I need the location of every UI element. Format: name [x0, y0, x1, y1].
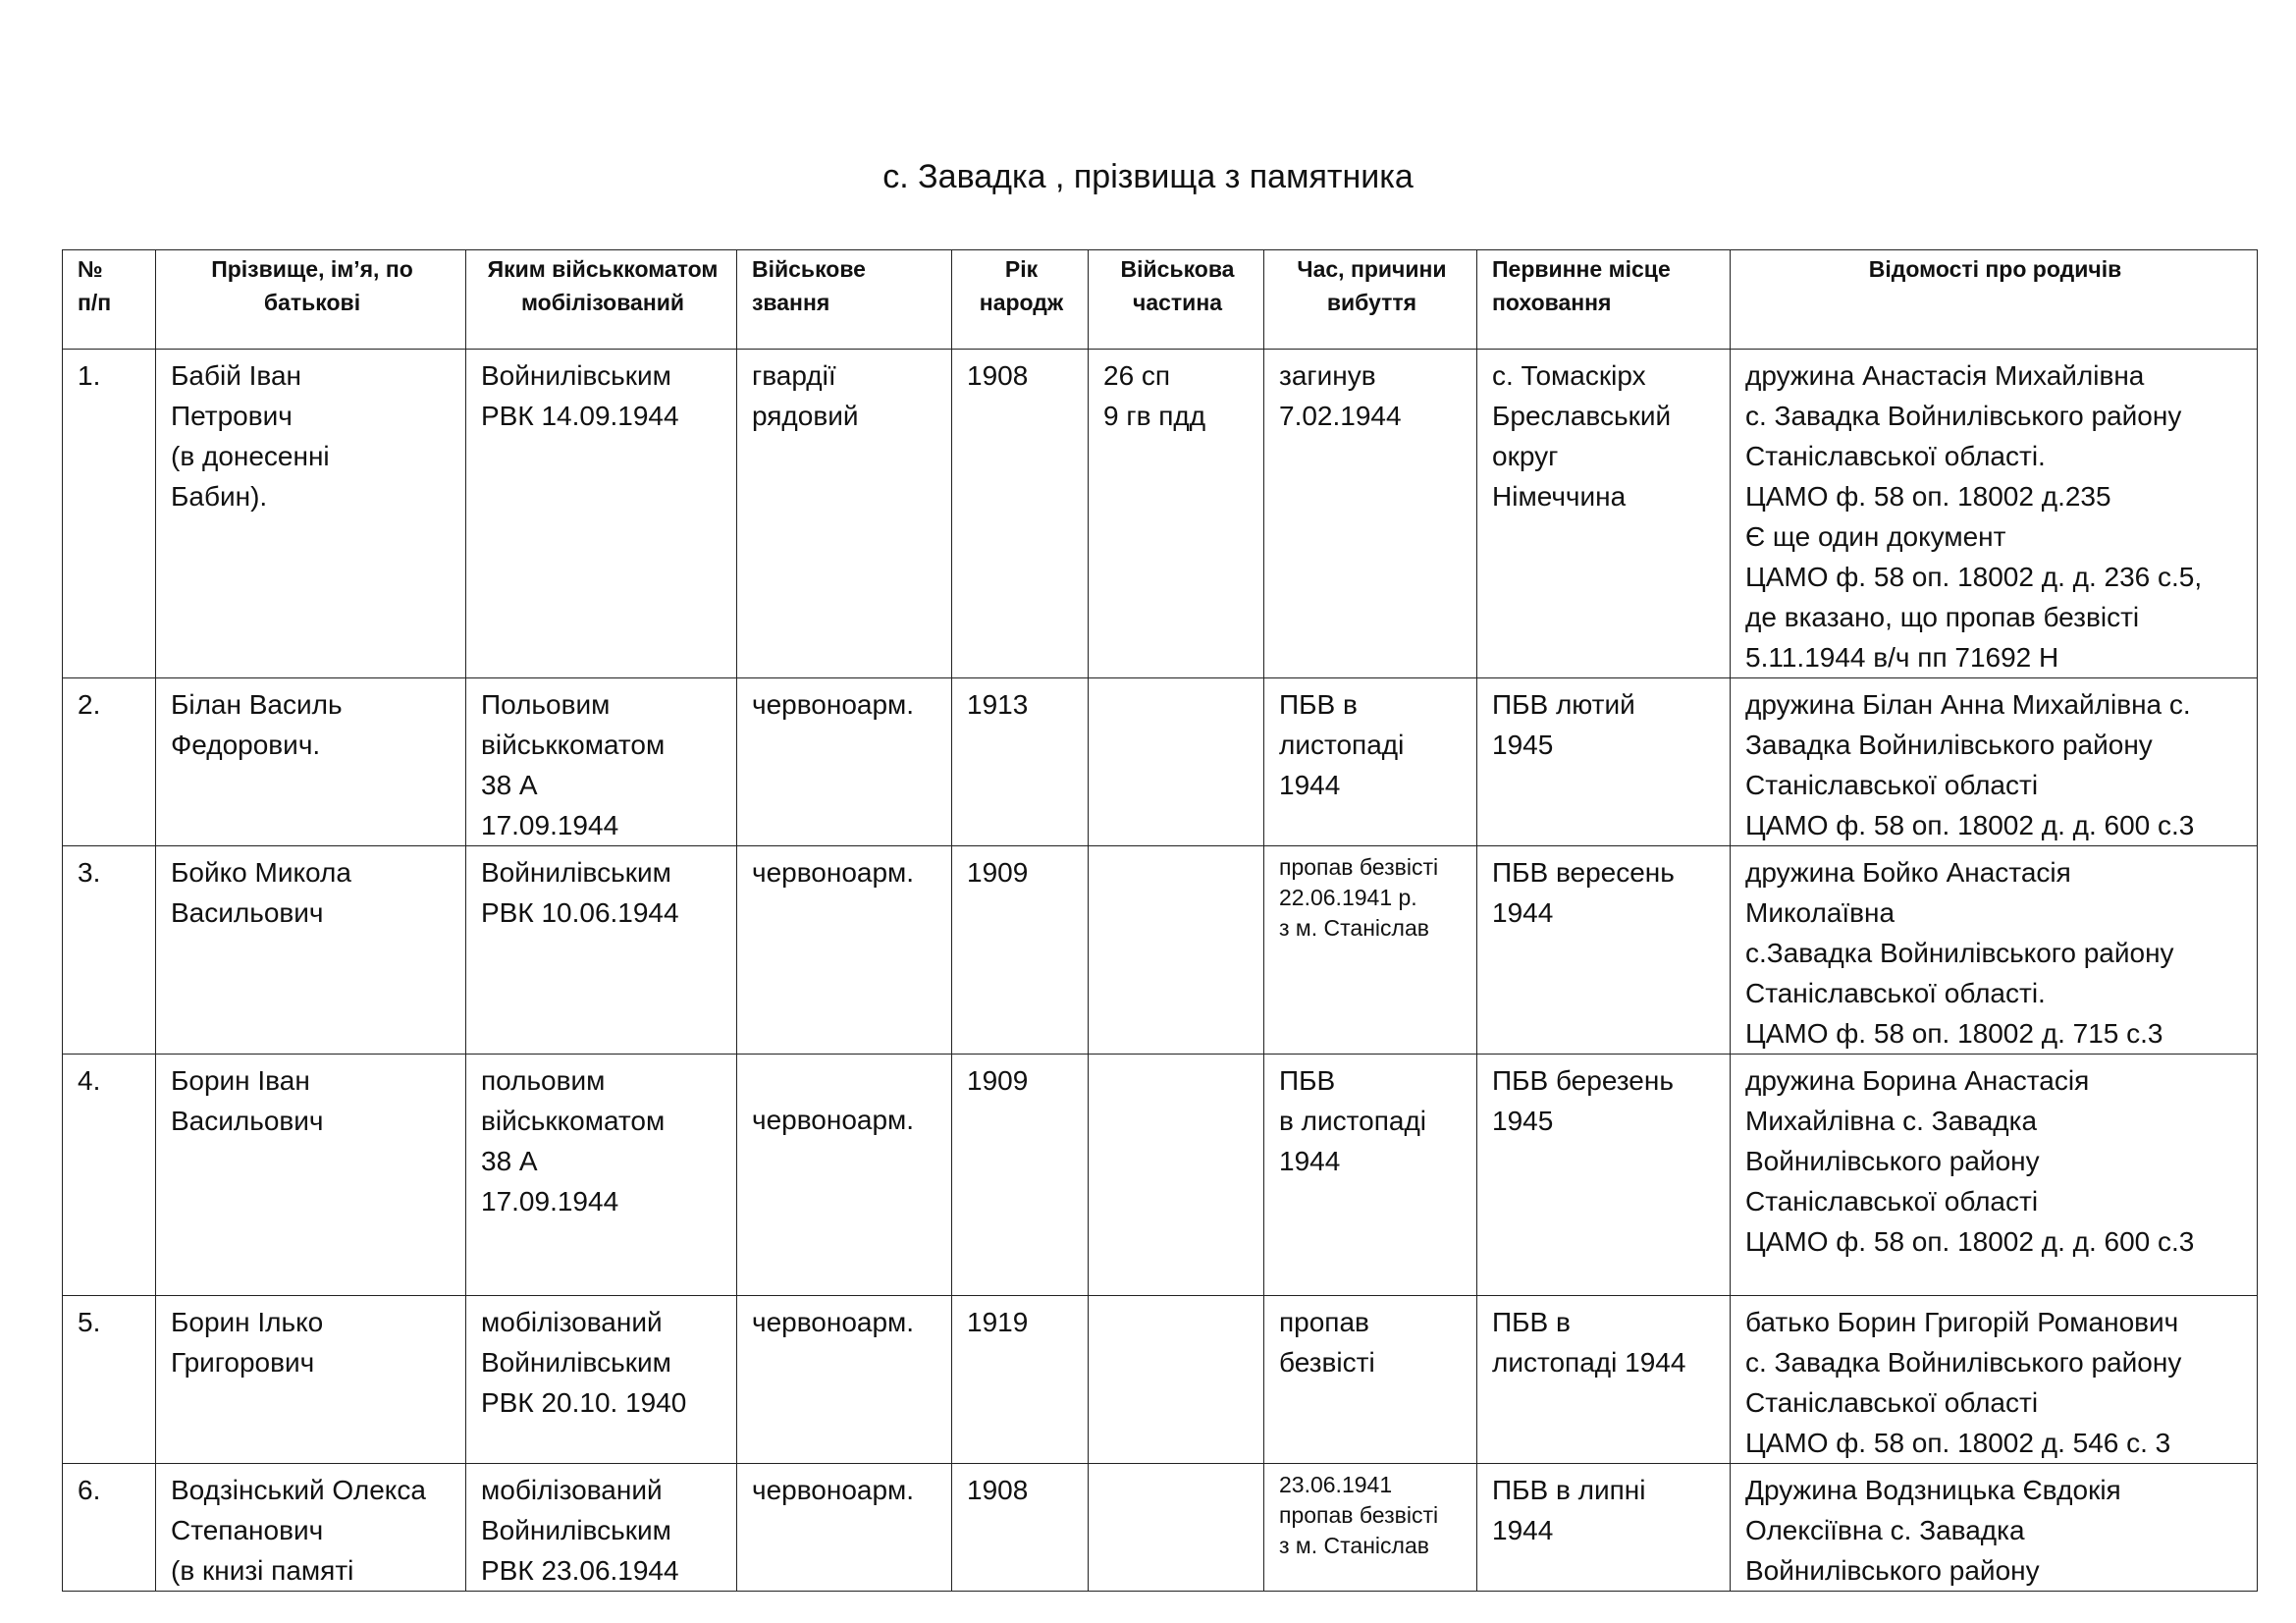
- header-number: № п/п: [63, 250, 156, 350]
- cell-departure-reason: загинув 7.02.1944: [1264, 350, 1477, 678]
- cell-military-rank: червоноарм.: [737, 1296, 952, 1464]
- table-row: [63, 1055, 2258, 1296]
- cell-number: 6.: [63, 1464, 156, 1592]
- cell-departure-reason: ПБВ в листопаді 1944: [1264, 1055, 1477, 1296]
- memorial-table: [62, 249, 2258, 1592]
- cell-military-unit: 26 сп 9 гв пдд: [1089, 350, 1264, 678]
- cell-burial-place: ПБВ березень 1945: [1477, 1055, 1731, 1296]
- cell-military-rank: червоноарм.: [737, 846, 952, 1055]
- cell-commissariat: Войнилівським РВК 14.09.1944: [466, 350, 737, 678]
- cell-relatives: дружина Бойко Анастасія Миколаївна с.Завадка Войнилівського району Станіславської області. ЦАМО ф. 58 оп. 18002 д. 715 с.3: [1731, 846, 2258, 1055]
- cell-departure-reason: пропав безвісті: [1264, 1296, 1477, 1464]
- cell-full-name: Бойко Микола Васильович: [156, 846, 466, 1055]
- cell-relatives: дружина Анастасія Михайлівна с. Завадка Войнилівського району Станіславської області. ЦАМО ф. 58 оп. 18002 д.235 Є ще один документ ЦАМО ф. 58 оп. 18002 д. д. 236 с.5, де вказано, що пропав безвісті 5.11.1944 в/ч пп 71692 Н: [1731, 350, 2258, 678]
- cell-military-unit: [1089, 1464, 1264, 1592]
- cell-relatives: батько Борин Григорій Романович с. Завадка Войнилівського району Станіславської області ЦАМО ф. 58 оп. 18002 д. 546 с. 3: [1731, 1296, 2258, 1464]
- cell-military-unit: [1089, 1055, 1264, 1296]
- cell-relatives: дружина Білан Анна Михайлівна с. Завадка Войнилівського району Станіславської області ЦАМО ф. 58 оп. 18002 д. д. 600 с.3: [1731, 678, 2258, 846]
- cell-commissariat: Польовим військкоматом 38 А 17.09.1944: [466, 678, 737, 846]
- header-departure-reason: Час, причини вибуття: [1264, 250, 1477, 350]
- header-commissariat: Яким військкоматом мобілізований: [466, 250, 737, 350]
- table-row: [63, 350, 2258, 678]
- cell-military-unit: [1089, 1296, 1264, 1464]
- cell-number: 1.: [63, 350, 156, 678]
- cell-full-name: Борин Ілько Григорович: [156, 1296, 466, 1464]
- cell-birth-year: 1908: [952, 350, 1089, 678]
- table-row: [63, 1464, 2258, 1592]
- cell-military-rank: червоноарм.: [737, 1055, 952, 1296]
- cell-military-rank: червоноарм.: [737, 1464, 952, 1592]
- table-header-row: [63, 250, 2258, 350]
- cell-full-name: Водзінський Олекса Степанович (в книзі памяті: [156, 1464, 466, 1592]
- cell-number: 2.: [63, 678, 156, 846]
- cell-birth-year: 1913: [952, 678, 1089, 846]
- cell-military-rank: гвардії рядовий: [737, 350, 952, 678]
- cell-departure-reason: ПБВ в листопаді 1944: [1264, 678, 1477, 846]
- header-full-name: Прізвище, ім’я, по батькові: [156, 250, 466, 350]
- cell-number: 3.: [63, 846, 156, 1055]
- cell-birth-year: 1909: [952, 846, 1089, 1055]
- cell-commissariat: польовим військкоматом 38 А 17.09.1944: [466, 1055, 737, 1296]
- cell-relatives: Дружина Водзницька Євдокія Олексіївна с. Завадка Войнилівського району: [1731, 1464, 2258, 1592]
- cell-military-unit: [1089, 846, 1264, 1055]
- cell-number: 5.: [63, 1296, 156, 1464]
- cell-departure-reason: пропав безвісті 22.06.1941 р. з м. Станіслав: [1264, 846, 1477, 1055]
- table-row: [63, 1296, 2258, 1464]
- document-title: с. Завадка , прізвища з памятника: [882, 158, 1414, 195]
- header-military-rank: Військове звання: [737, 250, 952, 350]
- header-relatives: Відомості про родичів: [1731, 250, 2258, 350]
- header-burial-place: Первинне місце поховання: [1477, 250, 1731, 350]
- cell-military-unit: [1089, 678, 1264, 846]
- cell-burial-place: ПБВ в липні 1944: [1477, 1464, 1731, 1592]
- cell-burial-place: ПБВ лютий 1945: [1477, 678, 1731, 846]
- cell-commissariat: мобілізований Войнилівським РВК 20.10. 1940: [466, 1296, 737, 1464]
- cell-birth-year: 1919: [952, 1296, 1089, 1464]
- cell-birth-year: 1909: [952, 1055, 1089, 1296]
- cell-burial-place: ПБВ в листопаді 1944: [1477, 1296, 1731, 1464]
- cell-full-name: Білан Василь Федорович.: [156, 678, 466, 846]
- header-birth-year: Рік народж: [952, 250, 1089, 350]
- header-military-unit: Військова частина: [1089, 250, 1264, 350]
- cell-commissariat: мобілізований Войнилівським РВК 23.06.1944: [466, 1464, 737, 1592]
- cell-commissariat: Войнилівським РВК 10.06.1944: [466, 846, 737, 1055]
- table-row: [63, 846, 2258, 1055]
- cell-full-name: Бабій Іван Петрович (в донесенні Бабин).: [156, 350, 466, 678]
- cell-relatives: дружина Борина Анастасія Михайлівна с. Завадка Войнилівського району Станіславської області ЦАМО ф. 58 оп. 18002 д. д. 600 с.3: [1731, 1055, 2258, 1296]
- cell-birth-year: 1908: [952, 1464, 1089, 1592]
- table-row: [63, 678, 2258, 846]
- cell-full-name: Борин Іван Васильович: [156, 1055, 466, 1296]
- cell-burial-place: с. Томаскірх Бреславський округ Німеччина: [1477, 350, 1731, 678]
- cell-departure-reason: 23.06.1941 пропав безвісті з м. Станіслав: [1264, 1464, 1477, 1592]
- cell-burial-place: ПБВ вересень 1944: [1477, 846, 1731, 1055]
- cell-number: 4.: [63, 1055, 156, 1296]
- cell-military-rank: червоноарм.: [737, 678, 952, 846]
